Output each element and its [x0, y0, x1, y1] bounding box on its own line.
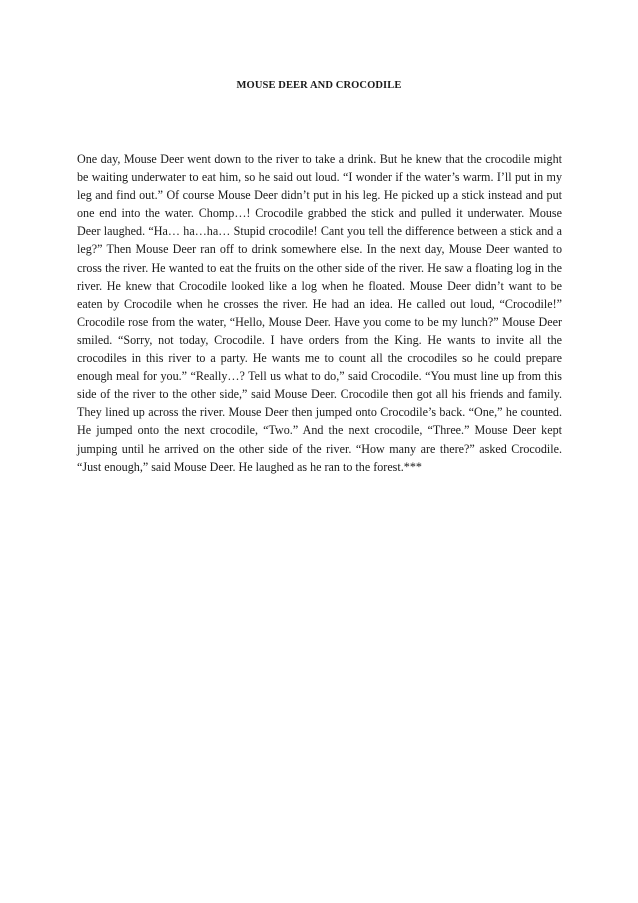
document-title: MOUSE DEER AND CROCODILE [236, 80, 402, 91]
story-paragraph: One day, Mouse Deer went down to the river to take a drink. But he knew that the crocodile might be waiting underwater to eat him, so he said out loud. “I wonder if the water’s warm. I’ll put in my leg and find out.” Of course Mouse Deer didn’t put in his leg. He picked up a stick instead and put one end into the water. Chomp…! Crocodile grabbed the stick and pulled it underwater. Mouse Deer laughed. “Ha… ha…ha… Stupid crocodile! Cant you tell the difference between a stick and a leg?” Then Mouse Deer ran off to drink somewhere else. In the next day, Mouse Deer wanted to cross the river. He wanted to eat the fruits on the other side of the river. He saw a floating log in the river. He knew that Crocodile looked like a log when he floated. Mouse Deer didn’t want to be eaten by Crocodile when he crosses the river. He had an idea. He called out loud, “Crocodile!” Crocodile rose from the water, “Hello, Mouse Deer. Have you come to be my lunch?” Mouse Deer smiled. “Sorry, not today, Crocodile. I have orders from the King. He wants to invite all the crocodiles in this river to a party. He wants me to count all the crocodiles so he could prepare enough meal for you.” “Really…? Tell us what to do,” said Crocodile. “You must line up from this side of the river to the other side,” said Mouse Deer. Crocodile then got all his friends and family. They lined up across the river. Mouse Deer then jumped onto Crocodile’s back. “One,” he counted. He jumped onto the next crocodile, “Two.” And the next crocodile, “Three.” Mouse Deer kept jumping until he arrived on the other side of the river. “How many are there?” asked Crocodile. “Just enough,” said Mouse Deer. He laughed as he ran to the forest.*** [77, 152, 562, 474]
